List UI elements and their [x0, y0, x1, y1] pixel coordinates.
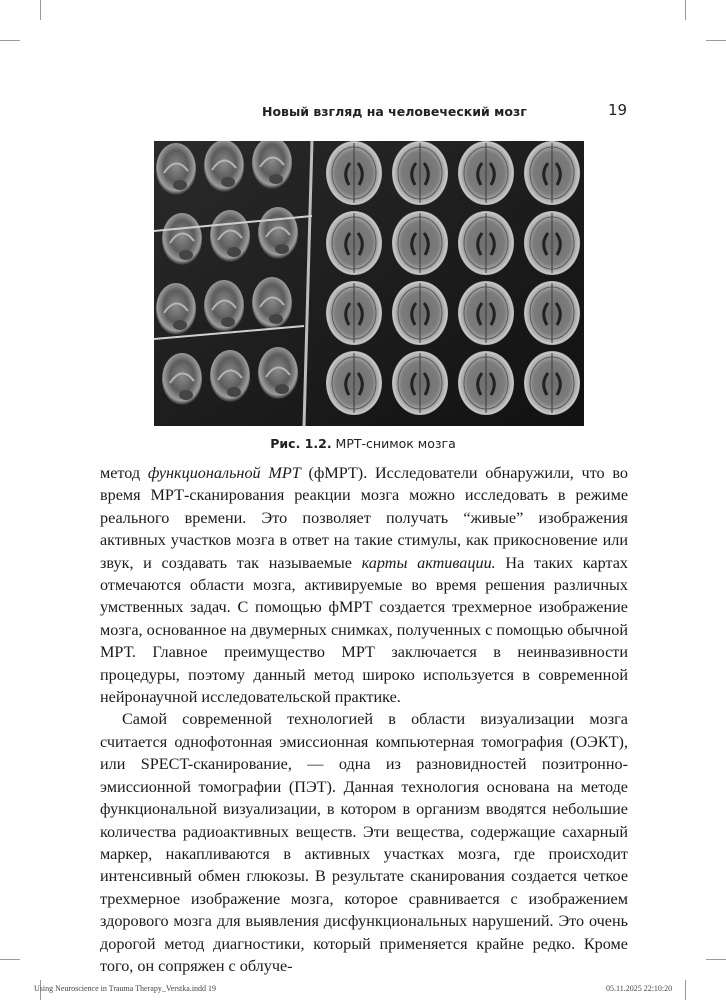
mri-figure: [154, 141, 584, 426]
crop-mark: [0, 959, 20, 960]
running-header: Новый взгляд на человеческий мозг: [262, 104, 527, 119]
caption-text: МРТ-снимок мозга: [331, 436, 456, 451]
mri-scan-image: [154, 141, 584, 426]
body-text: [100, 462, 628, 977]
crop-mark: [685, 0, 686, 20]
footer-filename: Using Neuroscience in Trauma Therapy_Verstka.indd 19: [34, 984, 217, 993]
term-activation-maps: карты активации.: [361, 553, 496, 572]
crop-mark: [0, 40, 20, 41]
crop-mark: [706, 40, 726, 41]
paragraph-1: метод функциональной МРТ (фМРТ). Исследователи обнаружили, что во время МРТ-сканирования реакции мозга можно исследовать в режиме реального времени. Это позволяет получать “живые” изображения активных участков мозга в ответ на такие стимулы, как прикосновение или звук, и создавать так называемые карты активации. На таких картах отмечаются области мозга, активируемые во время решения различных умственных задач. С помощью фМРТ создается трехмерное изображение мозга, основанное на двумерных снимках, полученных с помощью обычной МРТ. Главное преимущество МРТ заключается в неинвазивности процедуры, поэтому данный метод широко используется в современной нейронаучной исследовательской практике.: [100, 464, 628, 707]
crop-mark: [685, 980, 686, 1000]
paragraph-2: Самой современной технологией в области визуализации мозга считается однофотонная эмиссионная компьютерная томография (ОЭКТ), или SPECT-сканирование, — одна из разновидностей позитронно-эмиссионной томографии (ПЭТ). Данная технология основана на методе функциональной визуализации, в котором в организм вводятся небольшие количества радиоактивных веществ. Эти вещества, содержащие сахарный маркер, накапливаются в активных участках мозга, где происходит интенсивный обмен глюкозы. В результате сканирования создается четкое трехмерное изображение мозга, которое сравнивается с изображением здорового мозга для выявления дисфункциональных нарушений. Это очень дорогой метод диагностики, который применяется крайне редко. Кроме того, он сопряжен с облуче-: [100, 710, 628, 975]
figure-caption: [0, 436, 726, 451]
crop-mark: [706, 959, 726, 960]
footer-timestamp: 05.11.2025 22:10:20: [606, 984, 673, 993]
page-number: 19: [608, 101, 628, 119]
caption-label: Рис. 1.2.: [270, 436, 332, 451]
crop-mark: [40, 0, 41, 20]
term-fmri: функциональной МРТ: [147, 464, 301, 482]
